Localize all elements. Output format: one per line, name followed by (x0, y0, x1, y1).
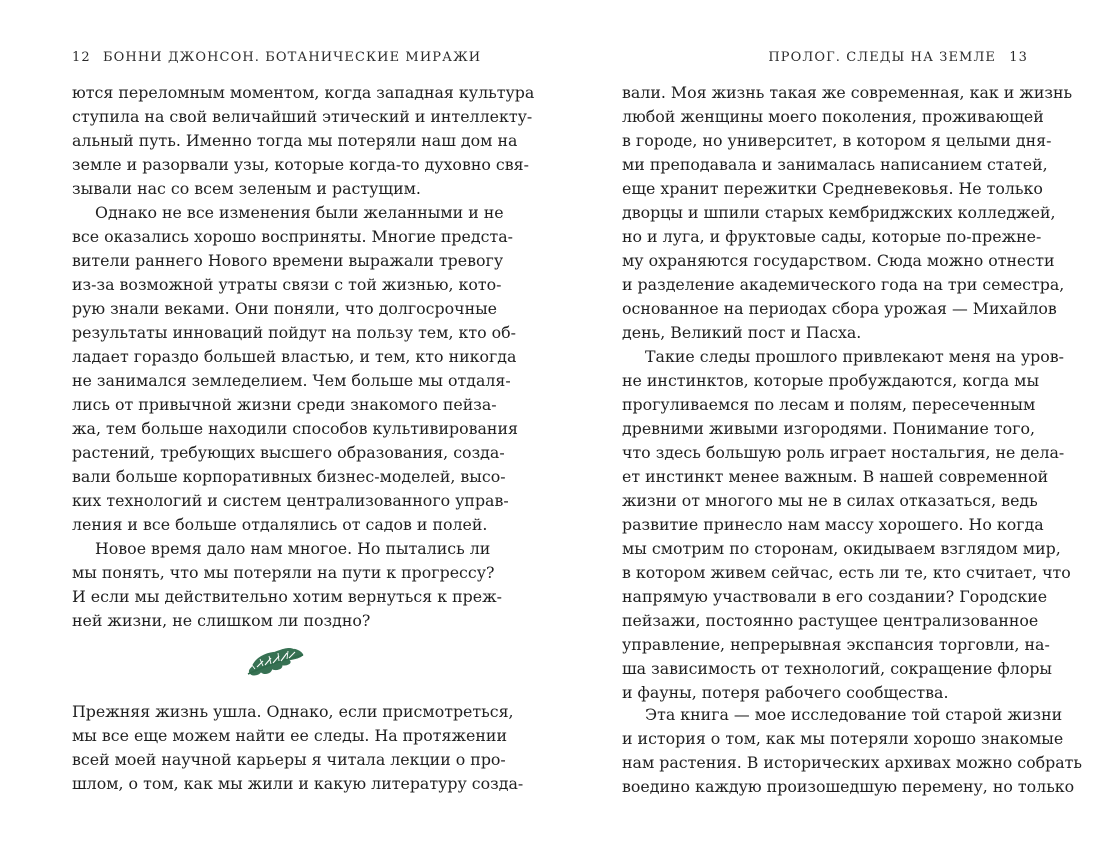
text-line: ких технологий и систем централизованного управ- (72, 491, 509, 510)
text-line: еще хранит пережитки Средневековья. Не только (622, 179, 1043, 198)
text-line: дворцы и шпили старых кембриджских колледжей, (622, 203, 1056, 222)
text-line: управление, непрерывная экспансия торговли, на- (622, 635, 1050, 654)
text-line: воедино каждую произошедшую перемену, но только (622, 777, 1075, 796)
text-line: ет инстинкт менее важным. В нашей современной (622, 467, 1049, 486)
page-number: 12 (72, 50, 91, 65)
text-line: мы смотрим по сторонам, окидываем взглядом мир, (622, 539, 1061, 558)
page-number: 13 (1009, 50, 1028, 65)
text-line: прогуливаемся по лесам и полям, пересеченным (622, 395, 1036, 414)
text-line: что здесь большую роль играет ностальгия, не дела- (622, 443, 1065, 462)
text-line: рую знали веками. Они поняли, что долгосрочные (72, 299, 498, 318)
text-line: вали. Моя жизнь такая же современная, как и жизнь (622, 83, 1073, 102)
text-line: в котором живем сейчас, есть ли те, кто считает, что (622, 563, 1071, 582)
text-line: зывали нас со всем зеленым и растущим. (72, 179, 421, 198)
paragraph-first-line: Такие следы прошлого привлекают меня на уров- (645, 347, 1064, 366)
text-line: все оказались хорошо восприняты. Многие предста- (72, 227, 513, 246)
oak-leaf-ornament-icon (245, 645, 307, 685)
text-line: древними живыми изгородями. Понимание того, (622, 419, 1035, 438)
text-line: основанное на периодах сбора урожая — Михайлов (622, 299, 1057, 318)
text-line: любой женщины моего поколения, проживающей (622, 107, 1044, 126)
text-line: из-за возможной утраты связи с той жизнью, кото- (72, 275, 502, 294)
text-line: жа, тем больше находили способов культивирования (72, 419, 518, 438)
running-head-title: ПРОЛОГ. СЛЕДЫ НА ЗЕМЛЕ (768, 50, 996, 65)
text-line: ления и все больше отдалялись от садов и полей. (72, 515, 488, 534)
text-line: и история о том, как мы потеряли хорошо знакомые (622, 729, 1064, 748)
text-line: всей моей научной карьеры я читала лекции о про- (72, 750, 506, 769)
text-line: ней жизни, не слишком ли поздно? (72, 611, 371, 630)
text-line: нам растения. В исторических архивах можно собрать (622, 753, 1082, 772)
text-line: земле и разорвали узы, которые когда-то духовно свя- (72, 155, 529, 174)
running-header-right (622, 50, 1028, 68)
text-line: ступила на свой величайший этический и интеллекту- (72, 107, 533, 126)
text-line: не инстинктов, которые пробуждаются, когда мы (622, 371, 1040, 390)
text-line: пейзажи, постоянно растущее централизованное (622, 611, 1039, 630)
text-line: ладает гораздо большей властью, и тем, кто никогда (72, 347, 517, 366)
text-line: растений, требующих высшего образования, созда- (72, 443, 505, 462)
running-head-title: БОННИ ДЖОНСОН. БОТАНИЧЕСКИЕ МИРАЖИ (103, 50, 482, 65)
text-line: мы понять, что мы потеряли на пути к прогрессу? (72, 563, 495, 582)
text-line: но и луга, и фруктовые сады, которые по-прежне- (622, 227, 1042, 246)
text-line: развитие принесло нам массу хорошего. Но когда (622, 515, 1044, 534)
text-line: ются переломным моментом, когда западная культура (72, 83, 535, 102)
paragraph-first-line: Однако не все изменения были желанными и не (95, 203, 504, 222)
text-line: напрямую участвовали в его создании? Городские (622, 587, 1048, 606)
right-page (622, 0, 1082, 861)
text-line: жизни от многого мы не в силах отказаться, ведь (622, 491, 1038, 510)
text-line: вители раннего Нового времени выражали тревогу (72, 251, 504, 270)
text-line: лись от привычной жизни среди знакомого пейза- (72, 395, 497, 414)
text-line: ша зависимость от технологий, сокращение флоры (622, 659, 1053, 678)
text-line: Прежняя жизнь ушла. Однако, если присмотреться, (72, 702, 514, 721)
text-line: му охраняются государством. Сюда можно отнести (622, 251, 1055, 270)
text-line: альный путь. Именно тогда мы потеряли наш дом на (72, 131, 518, 150)
text-line: вали больше корпоративных бизнес-моделей, высо- (72, 467, 506, 486)
text-line: результаты инноваций пойдут на пользу тем, кто об- (72, 323, 516, 342)
text-line: ми преподавала и занималась написанием статей, (622, 155, 1048, 174)
running-header-left (72, 50, 482, 68)
text-line: мы все еще можем найти ее следы. На протяжении (72, 726, 507, 745)
text-line: шлом, о том, как мы жили и какую литературу созда- (72, 774, 524, 793)
text-line: не занимался земледелием. Чем больше мы отдаля- (72, 371, 511, 390)
left-page (72, 0, 535, 861)
text-line: и разделение академического года на три семестра, (622, 275, 1065, 294)
text-line: И если мы действительно хотим вернуться к преж- (72, 587, 502, 606)
text-line: в городе, но университет, в котором я целыми дня- (622, 131, 1052, 150)
text-line: и фауны, потеря рабочего сообщества. (622, 683, 949, 702)
text-line: день, Великий пост и Пасха. (622, 323, 862, 342)
paragraph-first-line: Эта книга — мое исследование той старой жизни (645, 705, 1063, 724)
paragraph-first-line: Новое время дало нам многое. Но пытались ли (95, 539, 491, 558)
